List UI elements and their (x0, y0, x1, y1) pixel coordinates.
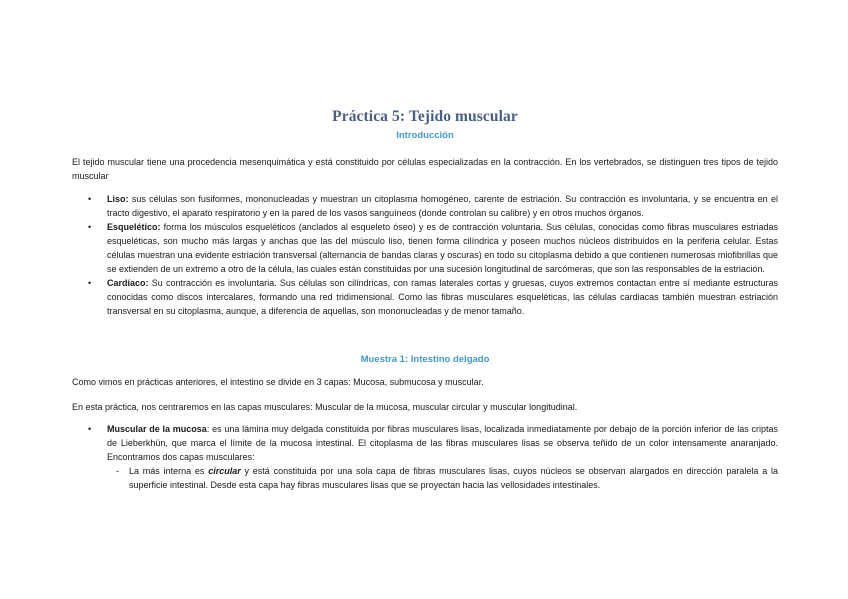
sample-heading: Muestra 1: Intestino delgado (360, 354, 490, 365)
intro-heading: Introducción (396, 130, 454, 141)
desc-muscularis: : es una lámina muy delgada constituida por fibras musculares lisas, localizada inmediatamente por debajo de la porción inferior de las criptas de Lieberkhün, que marca el límite de la mucosa intestinal. El citoplasma de las fibras musculares lisas se observa teñido de un color intensamente anaranjado. Encontramos dos capas musculares: (107, 424, 778, 462)
bullet-icon: • (88, 194, 92, 204)
muscularis-list (72, 422, 778, 492)
page-title: Práctica 5: Tejido muscular (332, 108, 518, 125)
bullet-icon: • (88, 222, 92, 232)
dash-icon: - (116, 466, 119, 476)
sublist (107, 464, 778, 492)
sub-emph: circular (208, 466, 241, 476)
term-liso: Liso: (107, 194, 129, 204)
desc-liso: sus células son fusiformes, mononucleadas y muestran un citoplasma homogéneo, carente de estriación. Su contracción es involuntaria, y se encuentra en el tracto digestivo, el aparato respiratorio y en la pared de los vasos sanguíneos (donde controlan su calibre) y en otros muchos órganos. (107, 194, 778, 218)
sublist-item-circular (107, 464, 778, 492)
term-esqueletico: Esquelético: (107, 222, 161, 232)
term-cardiaco: Cardíaco: (107, 278, 149, 288)
bullet-icon: • (88, 424, 92, 434)
list-item-liso (72, 192, 778, 220)
sample-paragraph-2: En esta práctica, nos centraremos en las capas musculares: Muscular de la mucosa, muscular circular y muscular longitudinal. (72, 402, 578, 412)
sample-paragraph-1: Como vimos en prácticas anteriores, el intestino se divide en 3 capas: Mucosa, submucosa y muscular. (72, 377, 484, 387)
list-item-esqueletico (72, 220, 778, 276)
term-muscularis: Muscular de la mucosa (107, 424, 207, 434)
muscle-types-list (72, 192, 778, 318)
desc-esqueletico: forma los músculos esqueléticos (anclados al esqueleto óseo) y es de contracción voluntaria. Sus células, conocidas como fibras musculares estriadas esqueléticas, son mucho más largas y anchas que las del músculo liso, tienen forma cilíndrica y poseen muchos núcleos distribuidos en la periferia celular. Estas células muestran una evidente estriación transversal (alternancia de bandas claras y oscuras) en todo su citoplasma debido a que contienen numerosas miofibrillas que se extienden de un extremo a otro de la célula, las cuales están constituidas por una sucesión longitudinal de sarcómeras, que son las responsables de la estriación. (107, 222, 778, 274)
desc-cardiaco: Su contracción es involuntaria. Sus células son cilíndricas, con ramas laterales cortas y gruesas, cuyos extremos contactan entre sí mediante estructuras conocidas como discos intercalares, formando una red tridimensional. Como las fibras musculares esqueléticas, las células cardiacas también muestran estriación transversal en su citoplasma, aunque, a diferencia de aquellas, son mononucleadas y de menor tamaño. (107, 278, 778, 316)
list-item-cardiaco (72, 276, 778, 318)
sub-before: La más interna es (129, 466, 209, 476)
bullet-icon: • (88, 278, 92, 288)
list-item-muscularis (72, 422, 778, 492)
intro-paragraph: El tejido muscular tiene una procedencia mesenquimática y está constituido por células especializadas en la contracción. En los vertebrados, se distinguen tres tipos de tejido muscular (72, 157, 778, 181)
sub-after: y está constituida por una sola capa de fibras musculares lisas, cuyos núcleos se observan alargados en dirección paralela a la superficie intestinal. Desde esta capa hay fibras musculares lisas que se proyectan hacia las vellosidades intestinales. (129, 466, 778, 490)
